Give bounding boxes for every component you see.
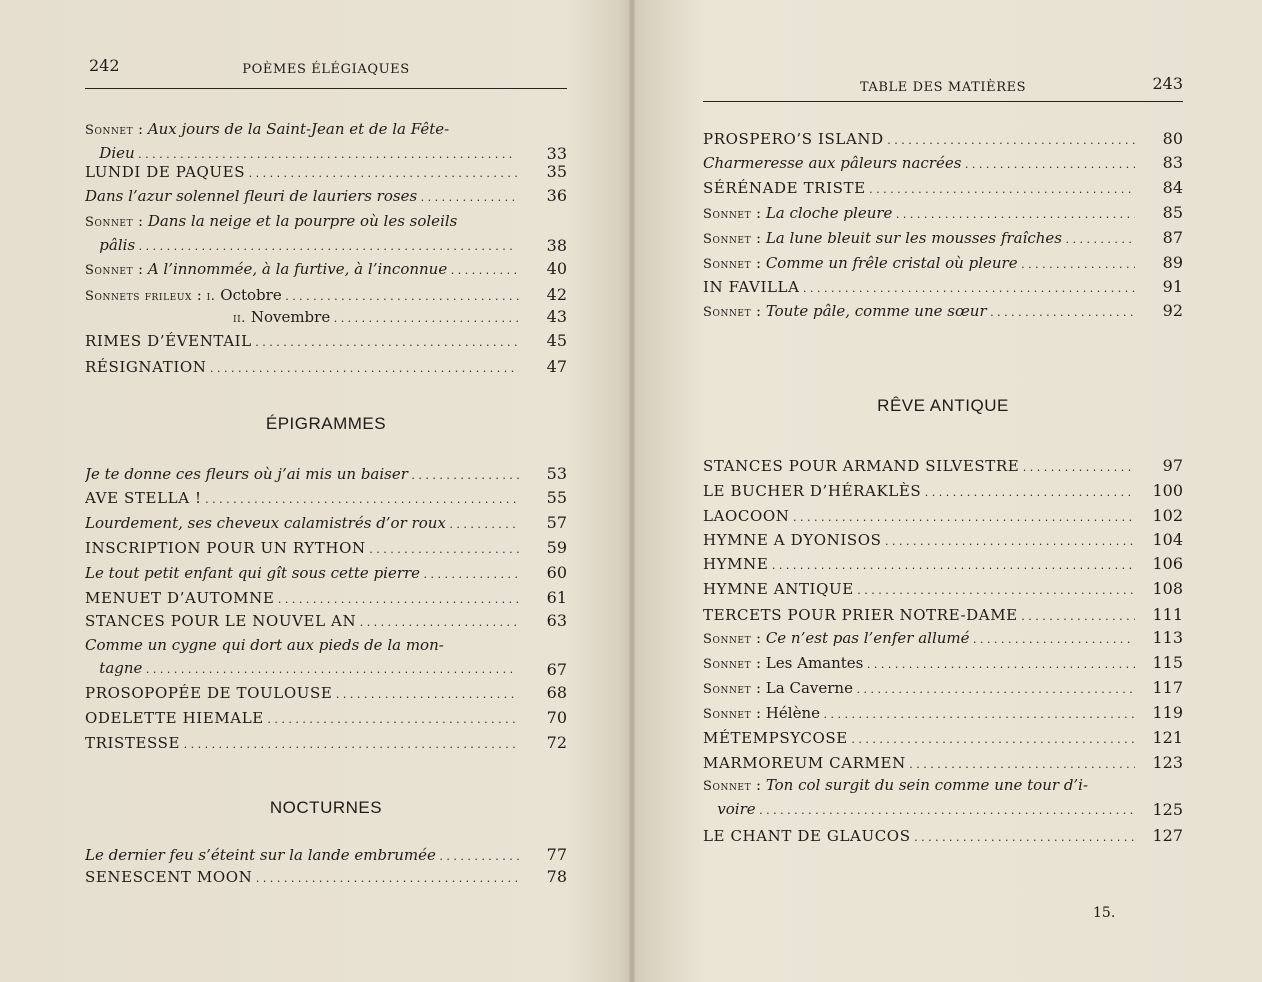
entry-title: Le dernier feu s’éteint sur la lande embrumée . . .	[85, 843, 519, 869]
toc-entry	[85, 283, 567, 307]
entry-title: HYMNE ANTIQUE . . .	[703, 577, 1135, 603]
header-rule	[85, 88, 567, 89]
entry-page: 84	[1162, 178, 1183, 197]
entry-page: 92	[1162, 301, 1183, 320]
toc-entry	[85, 706, 567, 730]
entry-page: 77	[546, 845, 567, 864]
entry-page: 33	[546, 144, 567, 163]
entry-title: HYMNE A DYONISOS . . .	[703, 528, 1135, 554]
toc-entry	[85, 486, 567, 510]
entry-title: RÉSIGNATION . . .	[85, 355, 519, 381]
entry-title: AVE STELLA ! . . .	[85, 486, 519, 512]
toc-entry	[703, 251, 1183, 275]
toc-entry	[85, 681, 567, 705]
toc-entry	[85, 865, 567, 889]
toc-entry	[85, 257, 567, 281]
toc-entry	[703, 626, 1183, 650]
toc-entry	[703, 299, 1183, 323]
toc-entry	[703, 577, 1183, 601]
entry-title: Sonnet : La cloche pleure . . .	[703, 201, 1135, 227]
toc-entry	[703, 454, 1183, 478]
entry-title: ODELETTE HIEMALE . . .	[85, 706, 519, 732]
running-head	[703, 74, 1183, 98]
entry-page: 108	[1152, 579, 1183, 598]
entry-title: HYMNE . . .	[703, 552, 1135, 578]
entry-page: 119	[1152, 703, 1183, 722]
entry-title: TRISTESSE . . .	[85, 731, 519, 757]
toc-entry	[85, 511, 567, 535]
entry-page: 35	[546, 162, 567, 181]
toc-entry	[703, 701, 1183, 725]
toc-entry	[85, 536, 567, 560]
entry-page: 100	[1152, 481, 1183, 500]
toc-entry	[703, 275, 1183, 299]
entry-page: 127	[1152, 826, 1183, 845]
toc-entry	[85, 561, 567, 585]
entry-title: Sonnet : La lune bleuit sur les mousses fraîches . . .	[703, 226, 1135, 252]
entry-page: 53	[546, 464, 567, 483]
entry-page: 78	[546, 867, 567, 886]
toc-entry	[703, 726, 1183, 750]
entry-title: SENESCENT MOON . . .	[85, 865, 519, 891]
entry-title: Dans l’azur solennel fleuri de lauriers roses . . .	[85, 184, 519, 210]
entry-title: STANCES POUR ARMAND SILVESTRE . . .	[703, 454, 1135, 480]
entry-title: Le tout petit enfant qui gît sous cette pierre . . .	[85, 561, 519, 587]
toc-entry	[85, 731, 567, 755]
entry-page: 40	[546, 259, 567, 278]
entry-page: 85	[1162, 203, 1183, 222]
entry-title: MENUET D’AUTOMNE . . .	[85, 586, 519, 612]
entry-title: PROSOPOPÉE DE TOULOUSE . . .	[85, 681, 519, 707]
header-rule	[703, 101, 1183, 102]
toc-entry	[233, 305, 567, 329]
section-title: NOCTURNES	[269, 798, 383, 817]
toc-entry	[85, 634, 567, 682]
entry-title: LAOCOON . . .	[703, 504, 1135, 530]
toc-entry	[703, 201, 1183, 225]
toc-entry	[703, 824, 1183, 848]
page-number: 242	[89, 56, 120, 75]
entry-title: IN FAVILLA . . .	[703, 275, 1135, 301]
entry-title: Charmeresse aux pâleurs nacrées . . .	[703, 151, 1135, 177]
entry-title: Sonnet : Ton col surgit du sein comme une tour d’i- voire . . .	[703, 774, 1135, 822]
entry-page: 60	[546, 563, 567, 582]
entry-page: 89	[1162, 253, 1183, 272]
entry-page: 43	[546, 307, 567, 326]
entry-title: MÉTEMPSYCOSE . . .	[703, 726, 1135, 752]
entry-title: STANCES POUR LE NOUVEL AN . . .	[85, 609, 519, 635]
entry-title: INSCRIPTION POUR UN RYTHON . . .	[85, 536, 519, 562]
toc-entry	[85, 160, 567, 184]
entry-page: 111	[1152, 605, 1183, 624]
toc-entry	[85, 843, 567, 867]
entry-page: 61	[546, 588, 567, 607]
entry-page: 106	[1152, 554, 1183, 573]
entry-page: 45	[546, 331, 567, 350]
entry-title: TERCETS POUR PRIER NOTRE-DAME . . .	[703, 603, 1135, 629]
toc-entry	[703, 603, 1183, 627]
entry-page: 55	[546, 488, 567, 507]
entry-page: 70	[546, 708, 567, 727]
toc-entry	[85, 184, 567, 208]
page-number: 243	[1152, 74, 1183, 93]
section-title: RÊVE ANTIQUE	[877, 396, 1009, 415]
entry-page: 59	[546, 538, 567, 557]
entry-title: Sonnet : Toute pâle, comme une sœur . . .	[703, 299, 1135, 325]
toc-entry	[85, 329, 567, 353]
entry-page: 57	[546, 513, 567, 532]
section-title: ÉPIGRAMMES	[265, 414, 387, 433]
entry-page: 42	[546, 285, 567, 304]
entry-page: 117	[1152, 678, 1183, 697]
toc-entry	[703, 226, 1183, 250]
toc-entry	[85, 586, 567, 610]
toc-entry	[703, 176, 1183, 200]
entry-title: Lourdement, ses cheveux calamistrés d’or roux . . .	[85, 511, 519, 537]
toc-entry	[85, 355, 567, 379]
entry-title: LUNDI DE PAQUES . . .	[85, 160, 519, 186]
entry-title: PROSPERO’S ISLAND . . .	[703, 127, 1135, 153]
entry-title: LE CHANT DE GLAUCOS . . .	[703, 824, 1135, 850]
entry-title: SÉRÉNADE TRISTE . . .	[703, 176, 1135, 202]
signature-mark: 15.	[1093, 905, 1116, 921]
toc-entry	[703, 479, 1183, 503]
entry-title: Sonnets frileux : i. Octobre . . .	[85, 283, 519, 309]
toc-entry	[703, 751, 1183, 775]
entry-title: LE BUCHER D’HÉRAKLÈS . . .	[703, 479, 1135, 505]
toc-entry	[703, 651, 1183, 675]
entry-title: Comme un cygne qui dort aux pieds de la mon- tagne . . .	[85, 634, 519, 682]
entry-title: ii. Novembre . . .	[233, 305, 519, 331]
entry-title: MARMOREUM CARMEN . . .	[703, 751, 1135, 777]
entry-title: Sonnet : Comme un frêle cristal où pleure . . .	[703, 251, 1135, 277]
entry-title: Sonnet : La Caverne . . .	[703, 676, 1135, 702]
running-title: POÈMES ÉLÉGIAQUES	[242, 62, 410, 77]
entry-page: 123	[1152, 753, 1183, 772]
entry-page: 87	[1162, 228, 1183, 247]
running-title: TABLE DES MATIÈRES	[859, 80, 1027, 95]
right-page	[703, 0, 1183, 982]
left-page	[85, 0, 567, 982]
toc-entry	[703, 504, 1183, 528]
toc-entry	[703, 774, 1183, 822]
entry-page: 102	[1152, 506, 1183, 525]
entry-page: 83	[1162, 153, 1183, 172]
entry-page: 67	[546, 660, 567, 679]
entry-title: Sonnet : Ce n’est pas l’enfer allumé . . .	[703, 626, 1135, 652]
entry-page: 36	[546, 186, 567, 205]
entry-title: Sonnet : A l’innommée, à la furtive, à l’inconnue . . .	[85, 257, 519, 283]
entry-page: 38	[546, 236, 567, 255]
entry-page: 97	[1162, 456, 1183, 475]
entry-title: Sonnet : Dans la neige et la pourpre où les soleils pâlis . . .	[85, 210, 519, 258]
entry-page: 121	[1152, 728, 1183, 747]
entry-title: RIMES D’ÉVENTAIL . . .	[85, 329, 519, 355]
toc-entry	[85, 609, 567, 633]
toc-entry	[85, 210, 567, 258]
entry-page: 47	[546, 357, 567, 376]
entry-title: Je te donne ces fleurs où j’ai mis un baiser . . .	[85, 462, 519, 488]
entry-page: 63	[546, 611, 567, 630]
toc-entry	[703, 552, 1183, 576]
entry-page: 91	[1162, 277, 1183, 296]
toc-entry	[703, 127, 1183, 151]
entry-page: 104	[1152, 530, 1183, 549]
toc-entry	[85, 118, 567, 166]
entry-page: 68	[546, 683, 567, 702]
toc-entry	[703, 528, 1183, 552]
entry-page: 113	[1152, 628, 1183, 647]
toc-entry	[703, 676, 1183, 700]
entry-page: 115	[1152, 653, 1183, 672]
entry-title: Sonnet : Les Amantes . . .	[703, 651, 1135, 677]
running-head	[85, 56, 567, 80]
entry-page: 125	[1152, 800, 1183, 819]
entry-page: 72	[546, 733, 567, 752]
book-gutter	[629, 0, 635, 982]
toc-entry	[85, 462, 567, 486]
entry-title: Sonnet : Hélène . . .	[703, 701, 1135, 727]
entry-page: 80	[1162, 129, 1183, 148]
entry-title: Sonnet : Aux jours de la Saint-Jean et de la Fête- Dieu . . .	[85, 118, 519, 166]
toc-entry	[703, 151, 1183, 175]
